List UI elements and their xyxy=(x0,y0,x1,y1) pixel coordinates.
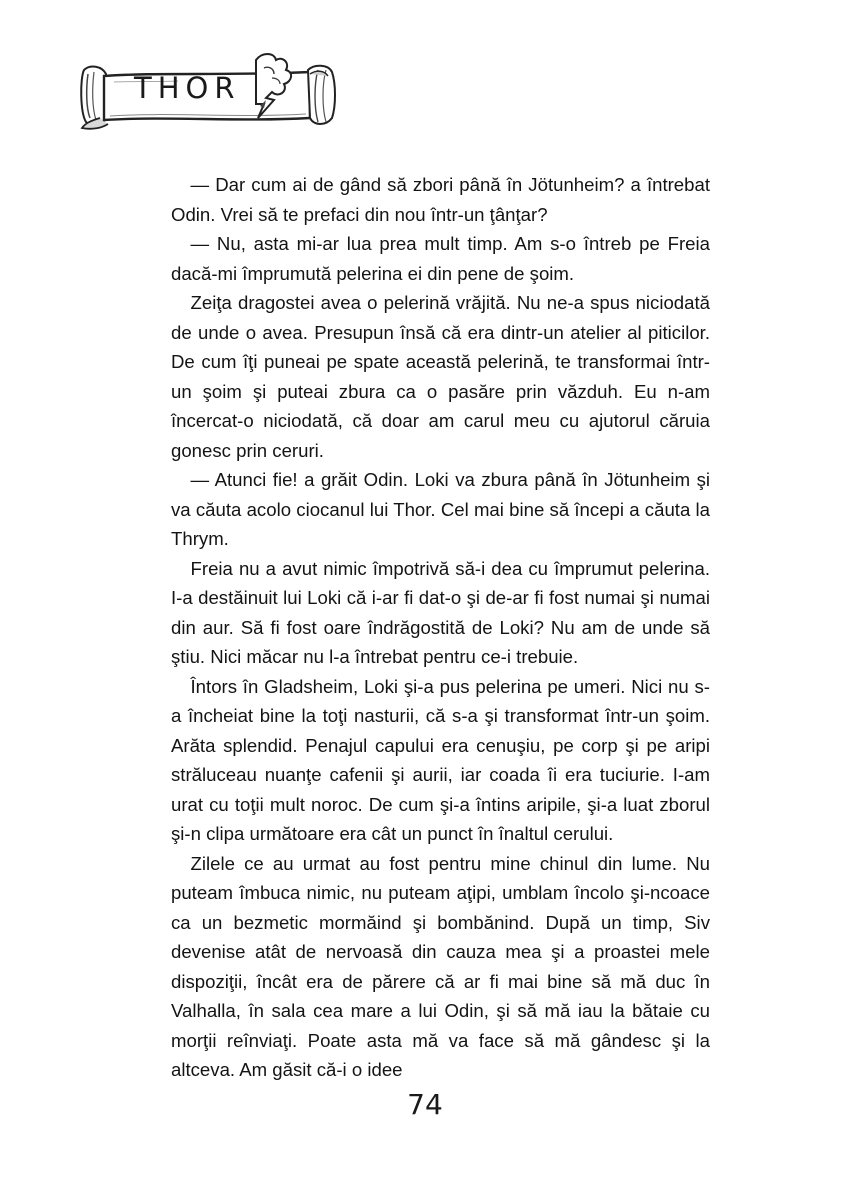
paragraph: Întors în Gladsheim, Loki şi-a pus pelerina pe umeri. Nici nu s-a încheiat bine la toţi nasturii, că s-a şi transformat într-un şoim. Arăta splendid. Penajul capului era cenuşiu, pe corp şi pe aripi străluceau nuanţe cafenii şi aurii, iar coada îi era tuciurie. I-am urat cu toţii mult noroc. De cum şi-a întins aripile, şi-a luat zborul şi-n clipa următoare era cât un punct în înaltul cerului. xyxy=(171,675,710,844)
paragraph: — Dar cum ai de gând să zbori până în Jötunheim? a întrebat Odin. Vrei să te prefaci din nou într-un ţânţar? xyxy=(171,174,710,225)
paragraph: Freia nu a avut nimic împotrivă să-i dea cu împrumut pelerina. I-a destăinuit lui Loki că i-ar fi dat-o şi de-ar fi fost numai şi numai din aur. Să fi fost oare îndrăgostită de Loki? Nu am de unde să ştiu. Nici măcar nu l-a întrebat pentru ce-i trebuie. xyxy=(171,557,710,667)
paragraph: Zilele ce au urmat au fost pentru mine chinul din lume. Nu puteam îmbuca nimic, nu puteam aţipi, umblam încolo şi-ncoace ca un bezmetic mormăind şi bombănind. După un timp, Siv devenise atât de nervoasă din cauza mea şi a proastei mele dispoziţii, încât era de părere că ar fi mai bine să mă duc în Valhalla, în sala cea mare a lui Odin, şi să mă iau la bătaie cu morţii reînviaţi. Poate asta mă va face să mă gândesc şi la altceva. Am găsit că-i o idee xyxy=(171,852,710,1080)
paragraph: Zeiţa dragostei avea o pelerină vrăjită. Nu ne-a spus niciodată de unde o avea. Presupun însă că era dintr-un atelier al piticilor. De cum îţi puneai pe spate această pelerină, te transformai într-un şoim şi puteai zbura ca o pasăre prin văzduh. Eu n-am încercat-o niciodată, că doar am carul meu cu ajutorul căruia gonesc prin ceruri. xyxy=(171,292,710,461)
page-header-title: THOR xyxy=(134,71,241,105)
page-number: 74 xyxy=(407,1088,443,1121)
body-text xyxy=(171,170,710,1085)
paragraph: — Atunci fie! a grăit Odin. Loki va zbura până în Jötunheim şi va căuta acolo ciocanul lui Thor. Cel mai bine să începi a căuta la Thrym. xyxy=(171,469,710,549)
paragraph: — Nu, asta mi-ar lua prea mult timp. Am s-o întreb pe Freia dacă-mi împrumută pelerina ei din pene de şoim. xyxy=(171,233,710,284)
